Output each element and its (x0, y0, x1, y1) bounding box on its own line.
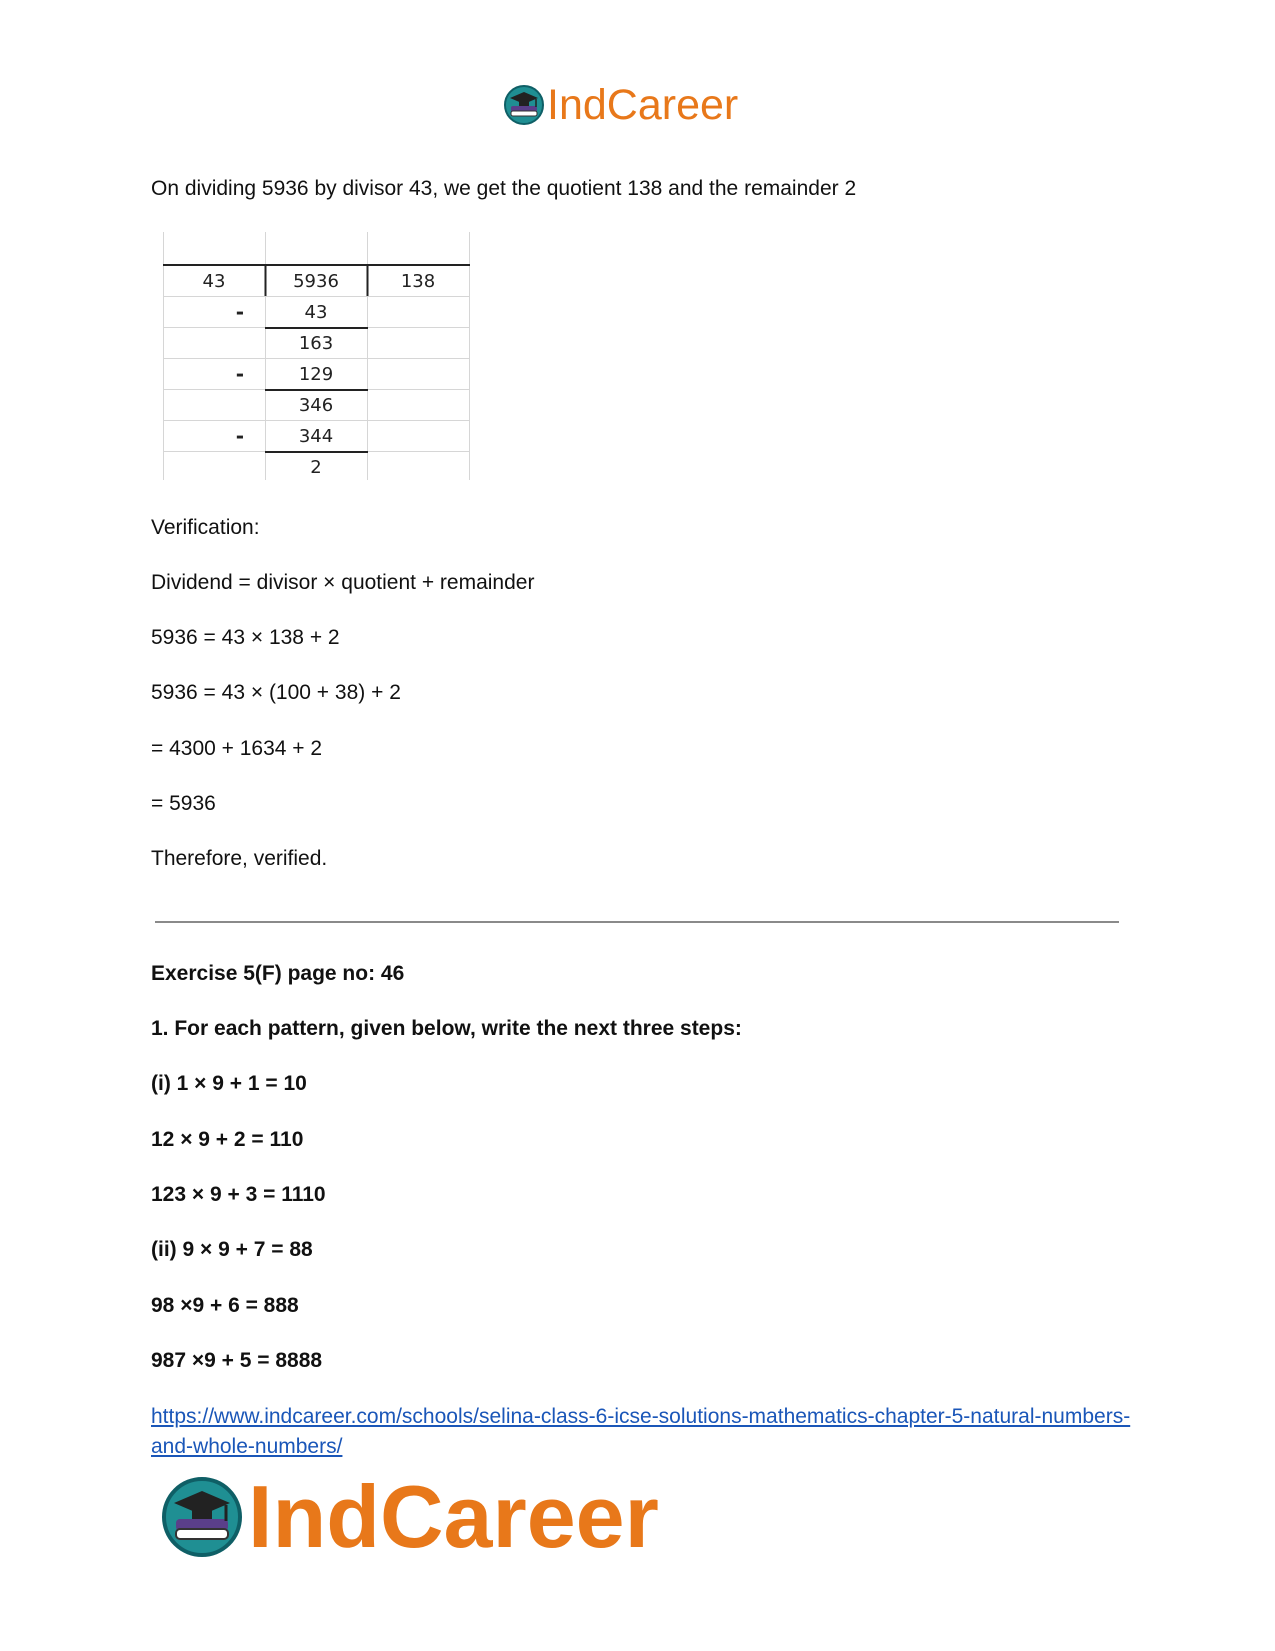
footer-logo (160, 1467, 659, 1566)
pattern-line: 98 ×9 + 6 = 888 (151, 1294, 299, 1317)
step-value: 346 (298, 395, 334, 416)
verification-line: 5936 = 43 × (100 + 38) + 2 (151, 681, 401, 704)
divisor-cell: 43 (202, 271, 226, 292)
pattern-line: (i) 1 × 9 + 1 = 10 (151, 1072, 307, 1095)
verification-line: = 4300 + 1634 + 2 (151, 737, 323, 760)
header-logo (503, 80, 738, 130)
verification-line: 5936 = 43 × 138 + 2 (151, 626, 340, 649)
pattern-line: (ii) 9 × 9 + 7 = 88 (151, 1238, 313, 1261)
exercise-heading: Exercise 5(F) page no: 46 (151, 962, 405, 985)
verification-line: = 5936 (151, 792, 216, 815)
dividend-cell: 5936 (293, 271, 339, 292)
minus-sign: - (235, 362, 244, 386)
division-table (163, 232, 473, 480)
minus-sign (164, 452, 264, 483)
verification-conclusion: Therefore, verified. (151, 847, 328, 870)
graduation-book-icon (503, 84, 545, 126)
logo-text: IndCareer (248, 1467, 659, 1566)
logo-text: IndCareer (547, 81, 739, 129)
minus-sign: - (235, 300, 244, 324)
pattern-line: 987 ×9 + 5 = 8888 (151, 1349, 323, 1372)
source-link[interactable]: https://www.indcareer.com/schools/selina-class-6-icse-solutions-mathematics-chapter-5-natural-numbers-and-whole-numbers/ (151, 1405, 1131, 1458)
quotient-cell: 138 (400, 271, 436, 292)
graduation-book-icon (160, 1475, 244, 1559)
exercise-question: 1. For each pattern, given below, write the next three steps: (151, 1017, 742, 1040)
pattern-line: 12 × 9 + 2 = 110 (151, 1128, 304, 1151)
minus-sign (164, 328, 264, 359)
step-value: 129 (298, 364, 334, 385)
verification-line: Dividend = divisor × quotient + remainder (151, 571, 535, 594)
minus-sign (164, 390, 264, 421)
step-value: 344 (298, 426, 334, 447)
step-value: 2 (310, 457, 322, 478)
verification-heading: Verification: (151, 516, 260, 539)
section-divider (155, 921, 1119, 923)
pattern-line: 123 × 9 + 3 = 1110 (151, 1183, 326, 1206)
step-value: 163 (298, 333, 334, 354)
minus-sign: - (235, 424, 244, 448)
step-value: 43 (304, 302, 328, 323)
intro-text: On dividing 5936 by divisor 43, we get the quotient 138 and the remainder 2 (151, 177, 857, 200)
